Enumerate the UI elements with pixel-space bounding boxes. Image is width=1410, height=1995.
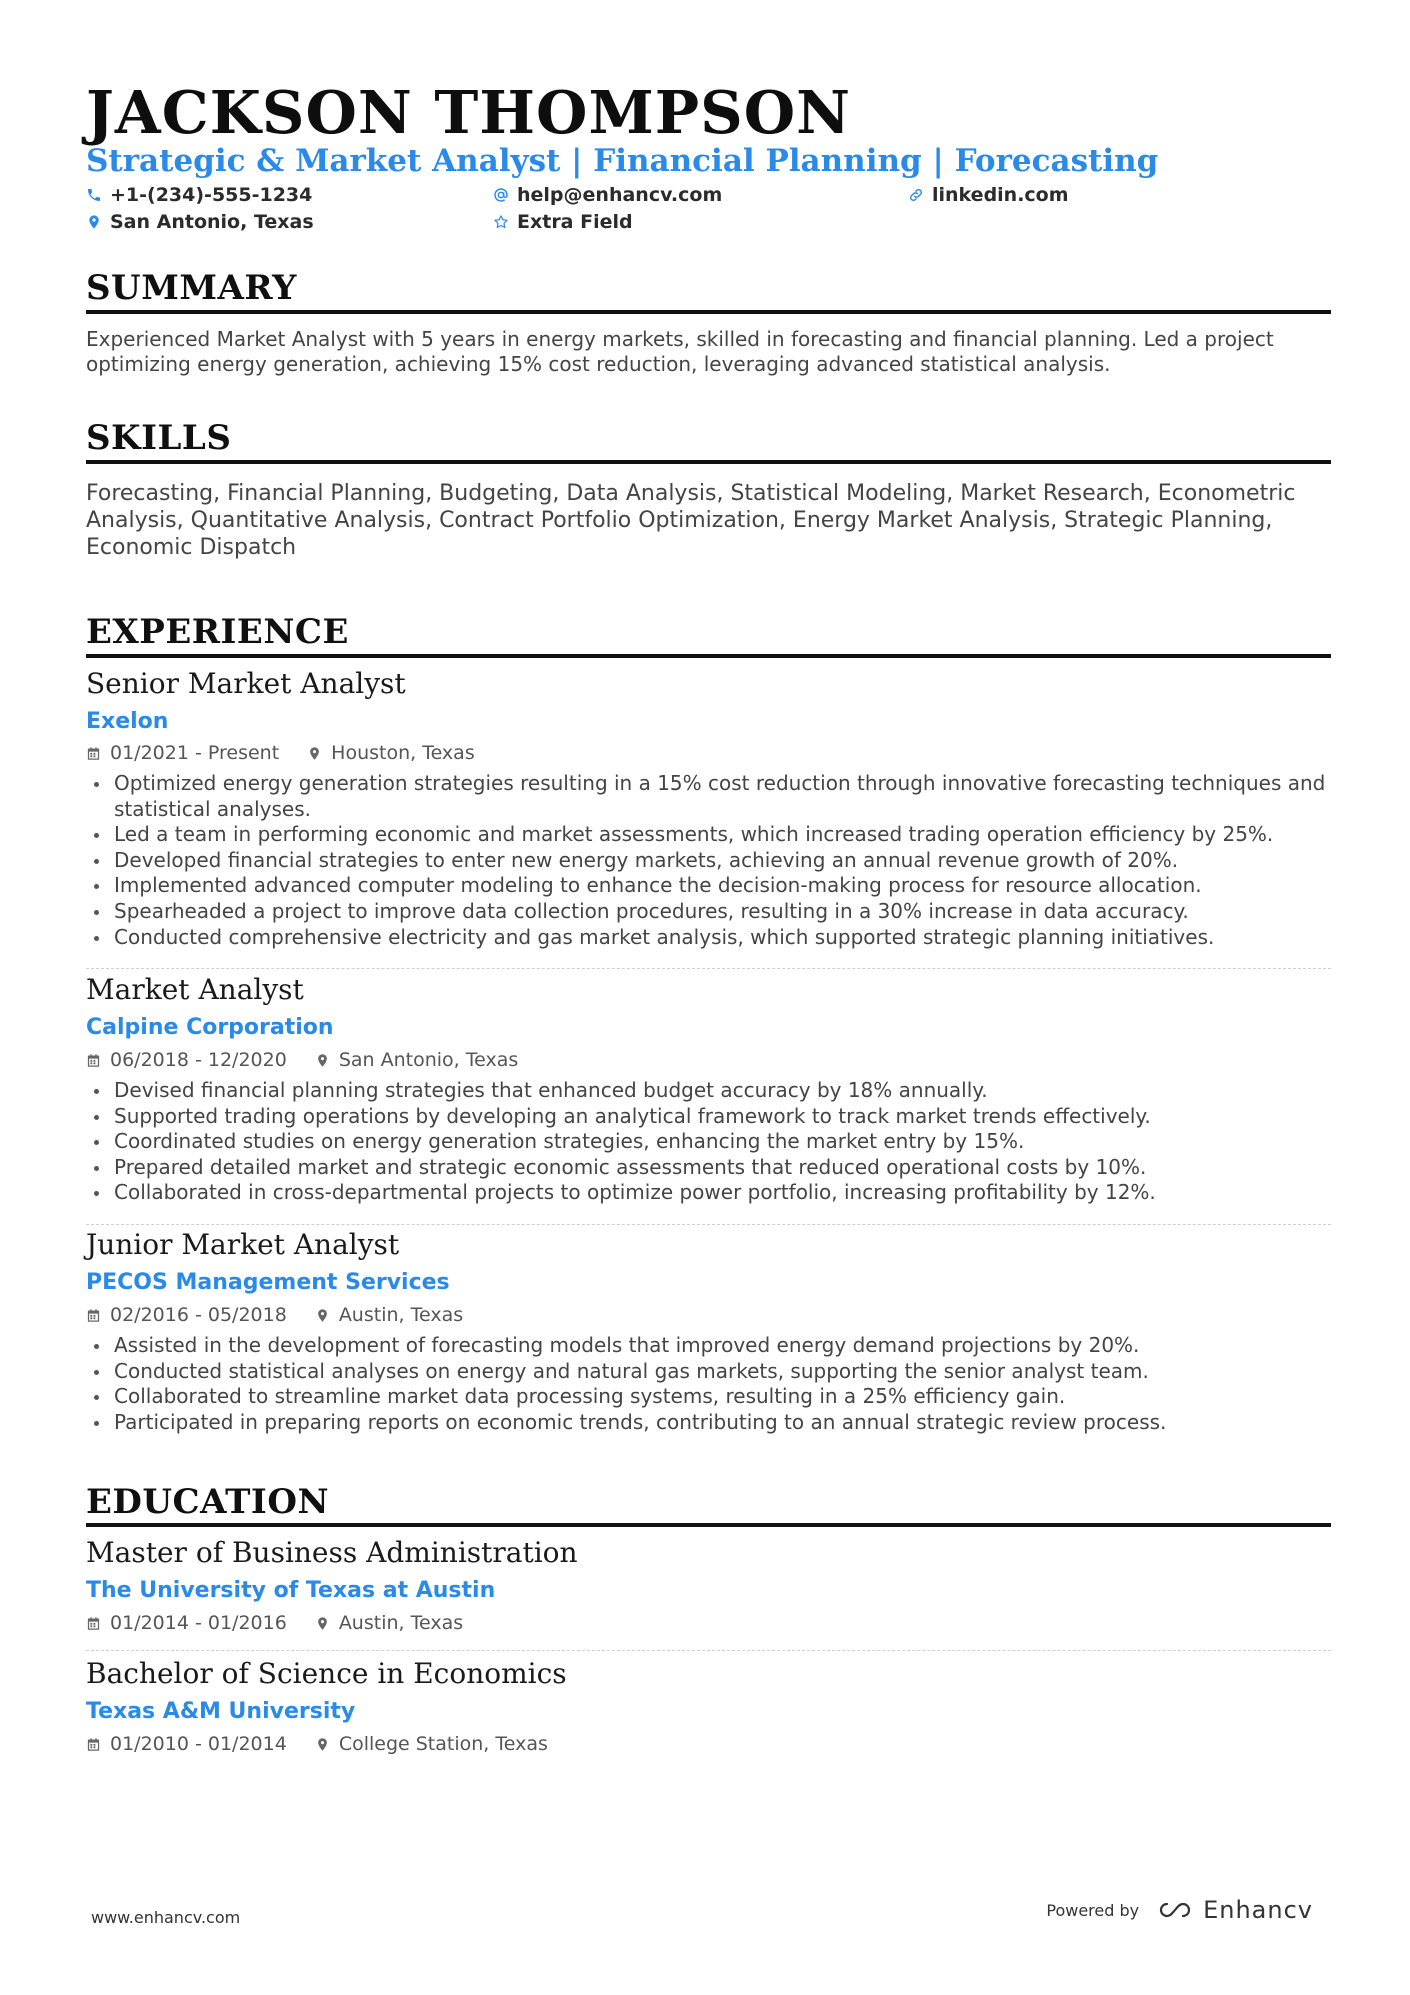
contact-email[interactable] [493,184,722,206]
candidate-name: JACKSON THOMPSON [86,78,852,147]
school-name: The University of Texas at Austin [86,1578,496,1603]
education-heading: EDUCATION [86,1482,330,1522]
list-item: Devised financial planning strategies that enhanced budget accuracy by 18% annually. [86,1078,1331,1104]
experience-rule [86,654,1331,658]
email-text: help@enhancv.com [517,184,723,206]
phone-text: +1-(234)-555-1234 [110,184,313,206]
map-pin-icon [315,1308,330,1323]
job-company: Exelon [86,709,169,734]
experience-heading: EXPERIENCE [86,612,349,652]
map-pin-icon [307,746,322,761]
list-item: Implemented advanced computer modeling to enhance the decision-making process for resource allocation. [86,873,1331,899]
job-dates: 02/2016 - 05/2018 [110,1304,287,1326]
link-icon [908,187,924,203]
education-location-text: Austin, Texas [338,1612,464,1634]
powered-by-label: Powered by [1046,1900,1140,1920]
school-name: Texas A&M University [86,1699,356,1724]
skills-heading: SKILLS [86,418,232,458]
calendar-icon [86,1616,101,1631]
brand-name: Enhancv [1203,1896,1313,1924]
job-location [307,742,475,764]
job-company: PECOS Management Services [86,1270,450,1295]
job-title: Senior Market Analyst [86,667,406,700]
job-location-text: Austin, Texas [338,1304,464,1326]
enhancv-logo-icon [1153,1898,1197,1922]
education-meta [86,1733,548,1755]
education-meta [86,1612,463,1634]
list-item: Conducted comprehensive electricity and gas market analysis, which supported strategic planning initiatives. [86,925,1331,951]
calendar-icon [86,1737,101,1752]
list-item: Prepared detailed market and strategic economic assessments that reduced operational costs by 10%. [86,1155,1331,1181]
list-item: Conducted statistical analyses on energy and natural gas markets, supporting the senior analyst team. [86,1359,1331,1385]
job-title: Market Analyst [86,973,304,1006]
education-location-text: College Station, Texas [338,1733,548,1755]
job-divider [86,968,1331,969]
education-divider [86,1650,1331,1651]
map-pin-icon [315,1053,330,1068]
list-item: Supported trading operations by developing an analytical framework to track market trends effectively. [86,1104,1331,1130]
education-location [315,1612,463,1634]
phone-icon [86,187,102,203]
education-location [315,1733,548,1755]
calendar-icon [86,1053,101,1068]
calendar-icon [86,746,101,761]
list-item: Developed financial strategies to enter new energy markets, achieving an annual revenue growth of 20%. [86,848,1331,874]
location-text: San Antonio, Texas [110,211,314,233]
education-rule [86,1523,1331,1527]
job-divider [86,1224,1331,1225]
degree-title: Master of Business Administration [86,1536,578,1569]
contact-linkedin[interactable] [908,184,1069,206]
headline-tagline: Strategic & Market Analyst | Financial Planning | Forecasting [86,143,1159,179]
map-pin-icon [315,1737,330,1752]
list-item: Led a team in performing economic and market assessments, which increased trading operation efficiency by 25%. [86,822,1331,848]
job-bullets [86,771,1331,950]
summary-text: Experienced Market Analyst with 5 years in energy markets, skilled in forecasting and financial planning. Led a project optimizing energy generation, achieving 15% cost reduction, leveraging advanced statistical analysis. [86,327,1274,376]
footer-branding [1046,1896,1313,1924]
contact-location [86,211,314,233]
job-bullets [86,1078,1331,1206]
list-item: Participated in preparing reports on economic trends, contributing to an annual strategic review process. [86,1410,1331,1436]
linkedin-text: linkedin.com [932,184,1069,206]
job-location-text: Houston, Texas [331,742,475,764]
job-location [315,1049,518,1071]
enhancv-logo[interactable] [1153,1896,1313,1924]
summary-heading: SUMMARY [86,268,297,308]
job-title: Junior Market Analyst [86,1228,400,1261]
list-item: Collaborated to streamline market data processing systems, resulting in a 25% efficiency gain. [86,1384,1331,1410]
calendar-icon [86,1308,101,1323]
footer-website-link[interactable]: www.enhancv.com [91,1908,241,1927]
job-location-text: San Antonio, Texas [338,1049,519,1071]
summary-rule [86,310,1331,314]
list-item: Collaborated in cross-departmental projects to optimize power portfolio, increasing profitability by 12%. [86,1180,1331,1206]
education-dates: 01/2010 - 01/2014 [110,1733,287,1755]
degree-title: Bachelor of Science in Economics [86,1657,567,1690]
job-dates: 06/2018 - 12/2020 [110,1049,287,1071]
list-item: Optimized energy generation strategies resulting in a 15% cost reduction through innovative forecasting techniques and statistical analyses. [86,771,1331,822]
job-bullets [86,1333,1331,1435]
map-pin-icon [315,1616,330,1631]
list-item: Spearheaded a project to improve data collection procedures, resulting in a 30% increase in data accuracy. [86,899,1331,925]
job-meta [86,742,475,764]
list-item: Coordinated studies on energy generation strategies, enhancing the market entry by 15%. [86,1129,1331,1155]
star-icon [493,214,509,230]
skills-text: Forecasting, Financial Planning, Budgeting, Data Analysis, Statistical Modeling, Market Research, Econometric Analysis, Quantitative Analysis, Contract Portfolio Optimization, Energy Market Analysis, Strategic Planning, Economic Dispatch [86,481,1296,560]
at-icon [493,187,509,203]
map-pin-icon [86,214,102,230]
job-dates: 01/2021 - Present [110,742,280,764]
list-item: Assisted in the development of forecasting models that improved energy demand projections by 20%. [86,1333,1331,1359]
skills-rule [86,460,1331,464]
job-meta [86,1049,518,1071]
education-dates: 01/2014 - 01/2016 [110,1612,287,1634]
job-company: Calpine Corporation [86,1015,334,1040]
extra-text: Extra Field [517,211,633,233]
contact-phone[interactable] [86,184,312,206]
job-location [315,1304,463,1326]
job-meta [86,1304,463,1326]
contact-extra [493,211,633,233]
